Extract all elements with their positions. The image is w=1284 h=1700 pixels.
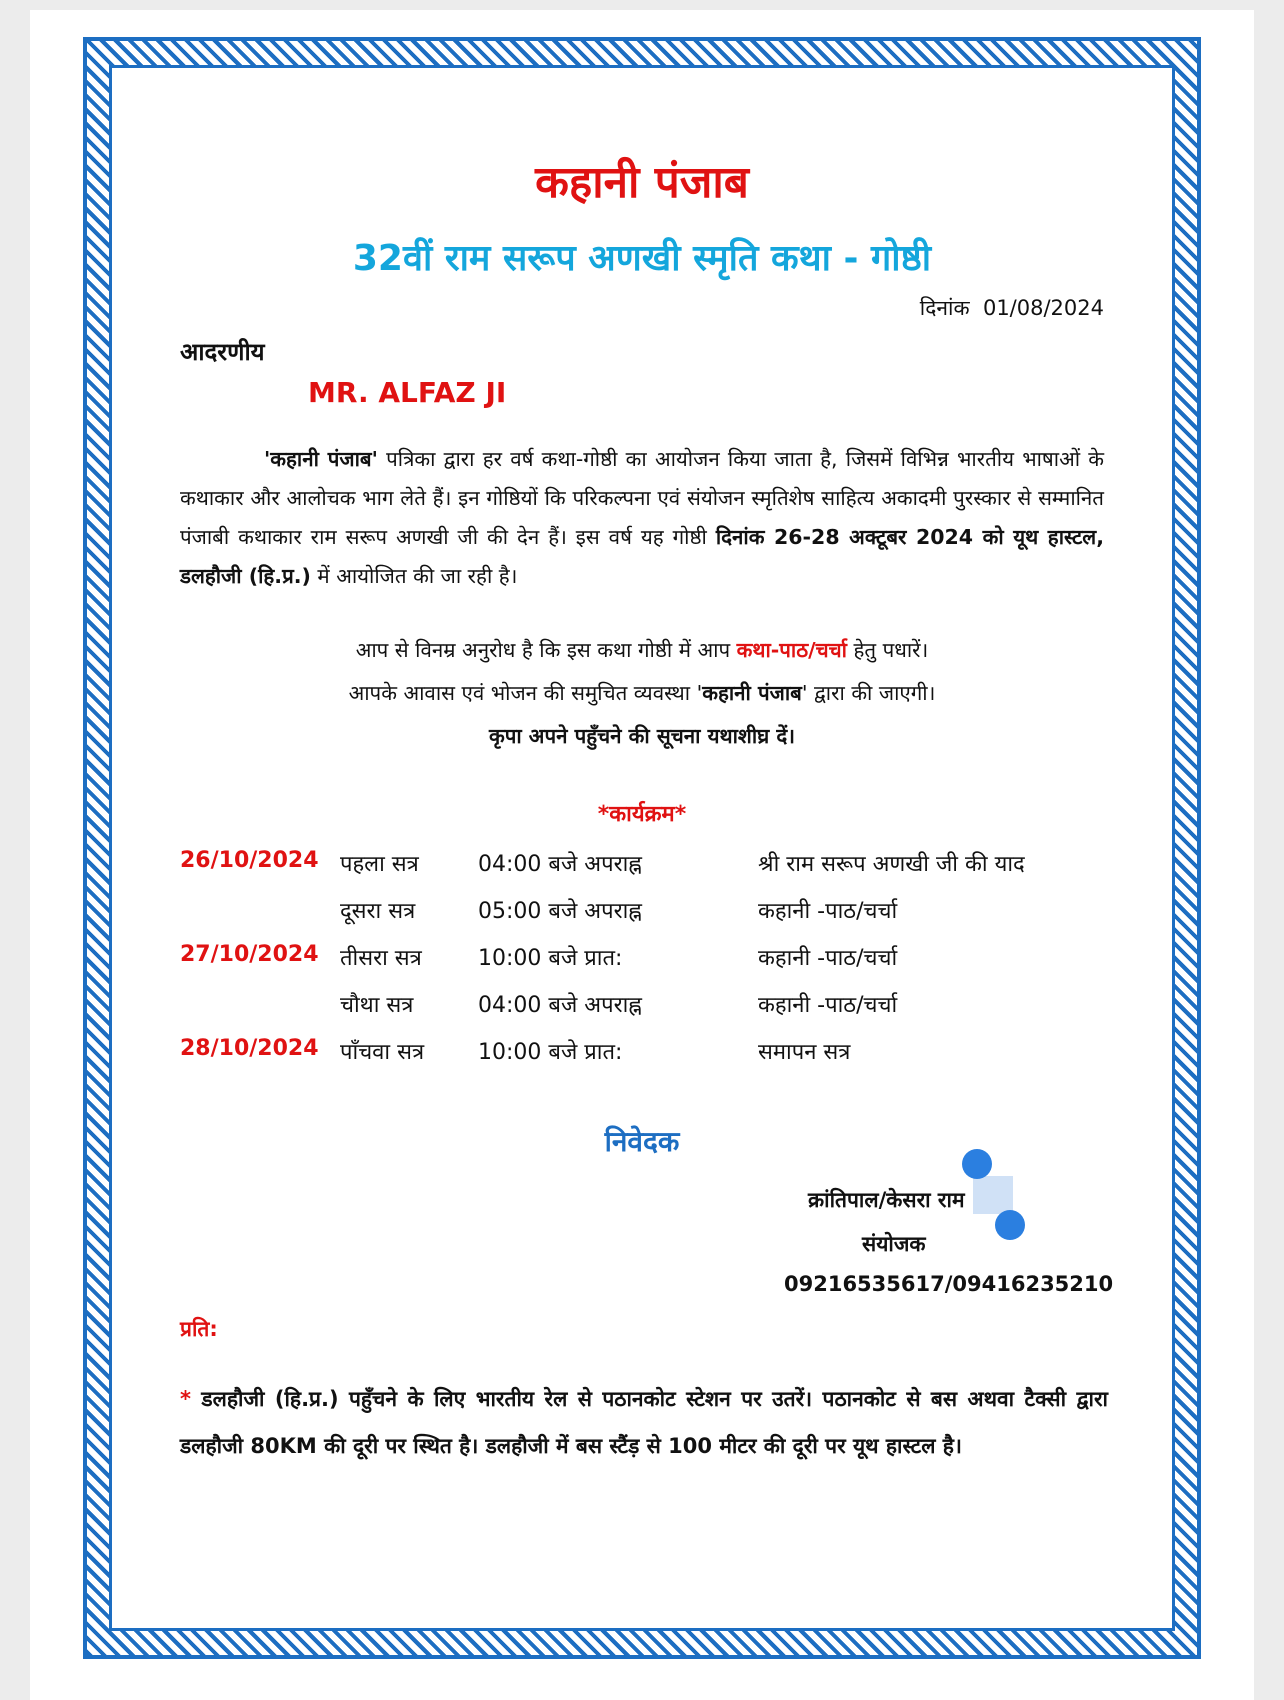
event-subtitle: 32वीं राम सरूप अणखी स्मृति कथा - गोष्ठी [352, 238, 932, 279]
stay-post: ' द्वारा की जाएगी। [801, 681, 936, 705]
program-row [0, 895, 1284, 931]
organizer-phones: 09216535617/09416235210 [784, 1272, 1114, 1296]
program-topic: कहानी -पाठ/चर्चा [758, 899, 898, 924]
stay-bold: कहानी पंजाब [702, 681, 802, 705]
request-red: कथा-पाठ/चर्चा [736, 638, 847, 662]
program-session: पहला सत्र [340, 852, 419, 877]
para-bold-start: 'कहानी पंजाब' [264, 447, 378, 471]
program-date: 27/10/2024 [180, 942, 319, 967]
organizer-role: संयोजक [862, 1232, 926, 1256]
program-topic: समापन सत्र [758, 1040, 851, 1065]
program-topic: कहानी -पाठ/चर्चा [758, 946, 898, 971]
confirm-line: कृपा अपने पहुँचने की सूचना यथाशीघ्र दें। [488, 724, 796, 748]
salutation: आदरणीय [180, 338, 265, 366]
program-row [0, 942, 1284, 978]
date-value: 01/08/2024 [982, 296, 1104, 320]
invitation-paragraph [180, 440, 1104, 596]
program-time: 04:00 बजे अपराह्न [478, 852, 642, 877]
text-selection-highlight [973, 1176, 1013, 1214]
program-session: पाँचवा सत्र [340, 1040, 425, 1065]
program-session: दूसरा सत्र [340, 899, 416, 924]
program-row [0, 989, 1284, 1025]
program-time: 04:00 बजे अपराह्न [478, 993, 642, 1018]
selection-start-handle[interactable] [962, 1149, 992, 1179]
request-post: हेतु पधारें। [846, 638, 929, 662]
nivedak-heading: निवेदक [604, 1125, 680, 1158]
program-date: 28/10/2024 [180, 1036, 319, 1061]
program-session: तीसरा सत्र [340, 946, 422, 971]
para-text-2: में आयोजित की जा रही है। [310, 564, 518, 588]
travel-note [180, 1376, 1108, 1470]
para-text-1: पत्रिका द्वारा हर वर्ष कथा-गोष्ठी का आयोजन किया जाता है, जिसमें विभिन्न भारतीय भाषाओं के कथाकार और आलोचक भाग लेते हैं। इन गोष्ठियों कि परिकल्पना एवं संयोजन स्मृतिशेष साहित्य अकादमी पुरस्कार से सम्मानित पंजाबी कथाकार राम सरूप अणखी जी की देन हैं। इस वर्ष यह गोष्ठी [180, 447, 1104, 549]
request-line [0, 636, 1284, 664]
program-date: 26/10/2024 [180, 848, 319, 873]
magazine-title: कहानी पंजाब [535, 157, 749, 208]
request-pre: आप से विनम्र अनुरोध है कि इस कथा गोष्ठी में आप [355, 638, 737, 662]
addressee-name: MR. ALFAZ JI [308, 376, 507, 409]
note-text: डलहौजी (हि.प्र.) पहुँचने के लिए भारतीय रेल से पठानकोट स्टेशन पर उतरें। पठानकोट से बस अथवा टैक्सी द्वारा डलहौजी 80KM की दूरी पर स्थित है। डलहौजी में बस स्टैंड़ से 100 मीटर की दूरी पर यूथ हास्टल है। [180, 1387, 1108, 1458]
selection-end-handle[interactable] [995, 1210, 1025, 1240]
program-session: चौथा सत्र [340, 993, 414, 1018]
program-topic: कहानी -पाठ/चर्चा [758, 993, 898, 1018]
stay-pre: आपके आवास एवं भोजन की समुचित व्यवस्था ' [348, 681, 703, 705]
program-time: 10:00 बजे प्रात: [478, 1040, 623, 1065]
program-time: 10:00 बजे प्रात: [478, 946, 623, 971]
organizer-names: क्रांतिपाल/केसरा राम [808, 1188, 965, 1212]
stay-line [0, 679, 1284, 707]
program-topic: श्री राम सरूप अणखी जी की याद [758, 852, 1025, 877]
program-row [0, 848, 1284, 884]
prati-label: प्रति: [180, 1317, 218, 1341]
note-star: * [180, 1387, 191, 1411]
program-heading: *कार्यक्रम* [597, 802, 687, 827]
program-time: 05:00 बजे अपराह्न [478, 899, 642, 924]
program-row [0, 1036, 1284, 1072]
date-label: दिनांक [919, 296, 970, 320]
letter-date [920, 294, 1104, 322]
para-bold-mid: दिनांक 26-28 अक्टूबर 2024 को यूथ हास्टल, डलहौजी (हि.प्र.) [180, 525, 1104, 588]
